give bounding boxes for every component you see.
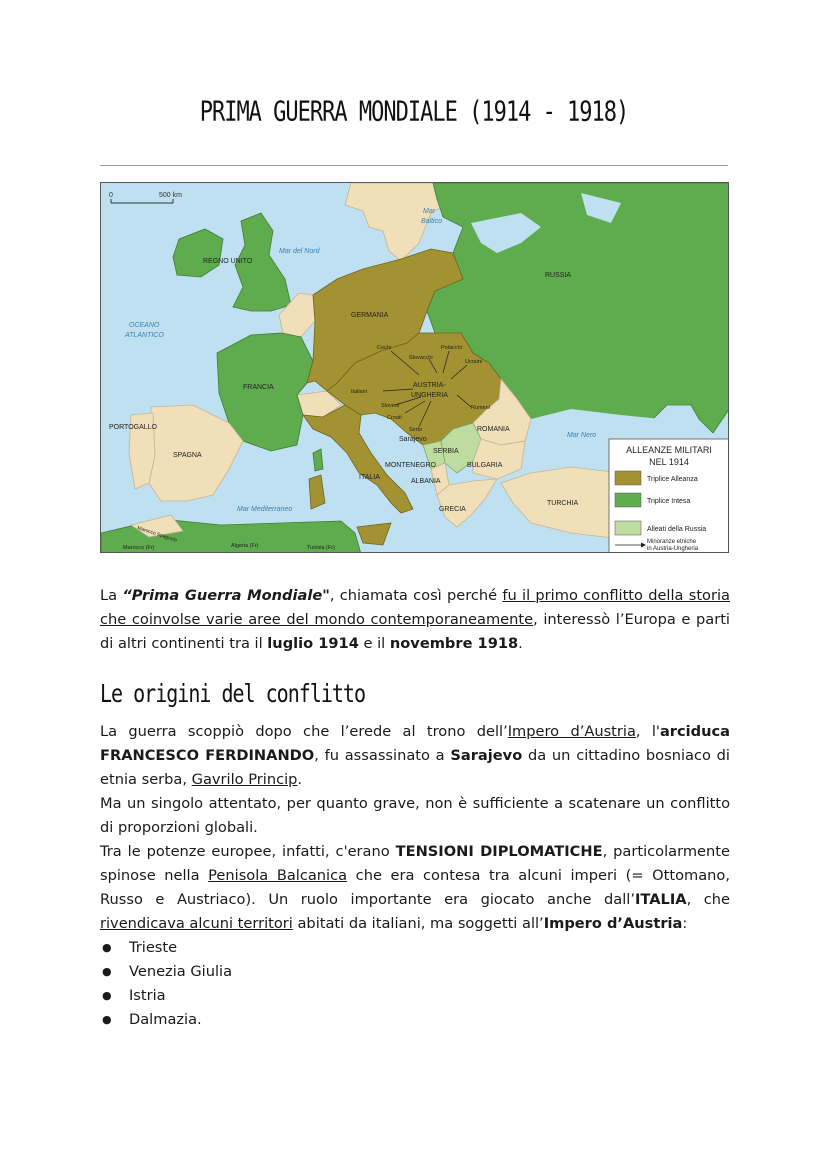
label-tunisia: Tunisia (Fr) bbox=[307, 545, 335, 551]
legend-title: ALLEANZE MILITARI bbox=[626, 445, 712, 455]
legend-swatch-alliance bbox=[615, 471, 641, 485]
label-croati: Croati bbox=[387, 415, 402, 421]
origins-paragraph-3: Tra le potenze europee, infatti, c'erano TENSIONI DIPLOMATICHE, particolarmente spinose nella Penisola Balcanica che era contesa tra alcuni imperi (= Ottomano, Russo e Austriaco). Un ruolo importante era giocato anche dall’ITALIA, che rivendicava alcuni territori abitati da italiani, ma soggetti all’Impero d’Austria: bbox=[100, 843, 731, 932]
legend-label-alliance: Triplice Alleanza bbox=[647, 476, 698, 483]
war-name: “Prima Guerra Mondiale bbox=[122, 587, 323, 604]
scale-zero: 0 bbox=[109, 192, 113, 199]
title-divider bbox=[100, 165, 728, 166]
label-cechi: Cechi bbox=[377, 345, 392, 351]
label-italiani: Italiani bbox=[351, 389, 367, 395]
label-morocco: Marocco (Fr) bbox=[123, 545, 155, 551]
sea-label-ocean: OCEANO bbox=[129, 322, 160, 329]
label-sloveni: Sloveni bbox=[381, 403, 400, 409]
legend-label-russia-allies: Alleati della Russia bbox=[647, 526, 707, 533]
europe-1914-map bbox=[100, 182, 729, 553]
section-heading: Le origini del conflitto bbox=[100, 678, 365, 708]
label-russia: RUSSIA bbox=[545, 272, 572, 279]
label-germany: GERMANIA bbox=[351, 312, 389, 319]
legend-arrow-label-2: in Austria-Ungheria bbox=[647, 546, 699, 552]
legend-swatch-entente bbox=[615, 493, 641, 507]
label-italy: ITALIA bbox=[359, 474, 380, 481]
list-item: ● Trieste bbox=[100, 936, 730, 960]
label-montenegro: MONTENEGRO bbox=[385, 462, 436, 469]
page-title: PRIMA GUERRA MONDIALE (1914 - 1918) bbox=[199, 96, 629, 129]
legend-subtitle: NEL 1914 bbox=[649, 457, 689, 467]
label-polacchi: Polacchi bbox=[441, 345, 462, 351]
label-bulgaria: BULGARIA bbox=[467, 462, 503, 469]
end-date: novembre 1918 bbox=[389, 635, 519, 652]
label-uk: REGNO UNITO bbox=[203, 258, 253, 265]
label-rumeni: Rumeni bbox=[471, 405, 490, 411]
label-portugal: PORTOGALLO bbox=[109, 424, 157, 431]
legend-arrow-label: Minoranze etniche bbox=[647, 539, 697, 545]
label-albania: ALBANIA bbox=[411, 478, 441, 485]
list-item: ● Dalmazia. bbox=[100, 1008, 730, 1032]
sea-label-baltic-2: Baltico bbox=[421, 218, 443, 225]
start-date: luglio 1914 bbox=[267, 635, 359, 652]
sea-label-black: Mar Nero bbox=[567, 432, 597, 439]
label-romania: ROMANIA bbox=[477, 426, 510, 433]
sea-label-mediterranean: Mar Mediterraneo bbox=[237, 506, 293, 513]
label-turkey: TURCHIA bbox=[547, 500, 579, 507]
legend-label-entente: Triplice Intesa bbox=[647, 498, 691, 505]
origins-paragraph-2: Ma un singolo attentato, per quanto grave, non è sufficiente a scatenare un conflitto di proporzioni globali. bbox=[100, 795, 730, 836]
legend-swatch-russia-allies bbox=[615, 521, 641, 535]
label-sarajevo: Sarajevo bbox=[399, 436, 427, 443]
origins-section bbox=[100, 720, 730, 1032]
label-spain: SPAGNA bbox=[173, 452, 202, 459]
label-algeria: Algeria (Fr) bbox=[231, 543, 259, 549]
map-legend bbox=[609, 439, 729, 553]
sea-label-north: Mar del Nord bbox=[279, 248, 320, 255]
list-item: ● Venezia Giulia bbox=[100, 960, 730, 984]
label-spanish-morocco: Marocco Spagnolo bbox=[136, 525, 178, 544]
label-austria: AUSTRIA- bbox=[413, 382, 446, 389]
sea-label-ocean-2: ATLANTICO bbox=[125, 332, 164, 339]
list-item: ● Istria bbox=[100, 984, 730, 1008]
sea-label-baltic: Mar bbox=[423, 208, 436, 215]
label-serbia: SERBIA bbox=[433, 448, 459, 455]
label-austria-2: UNGHERIA bbox=[411, 392, 448, 399]
label-france: FRANCIA bbox=[243, 384, 274, 391]
label-serbi: Serbi bbox=[409, 427, 422, 433]
corsica-shape bbox=[313, 449, 323, 471]
label-greece: GRECIA bbox=[439, 506, 466, 513]
label-ucraini: Ucraini bbox=[465, 359, 483, 365]
scale-distance: 500 km bbox=[159, 192, 182, 199]
origins-paragraph-1: La guerra scoppiò dopo che l’erede al trono dell’Impero d’Austria, l'arciduca FRANCESCO FERDINANDO, fu assassinato a Sarajevo da un cittadino bosniaco di etnia serba, Gavrilo Princip. bbox=[100, 723, 730, 788]
intro-highlight: fu il primo conflitto della storia che coinvolse varie aree del mondo contemporaneamente bbox=[100, 587, 730, 628]
territories-list bbox=[100, 936, 730, 1032]
label-slovacchi: Slovacchi bbox=[409, 355, 433, 361]
intro-paragraph: La “Prima Guerra Mondiale", chiamata così perché fu il primo conflitto della storia che coinvolse varie aree del mondo contemporaneamente, interessò l’Europa e parti di altri continenti tra il luglio 1914 e il novembre 1918. bbox=[100, 587, 730, 652]
